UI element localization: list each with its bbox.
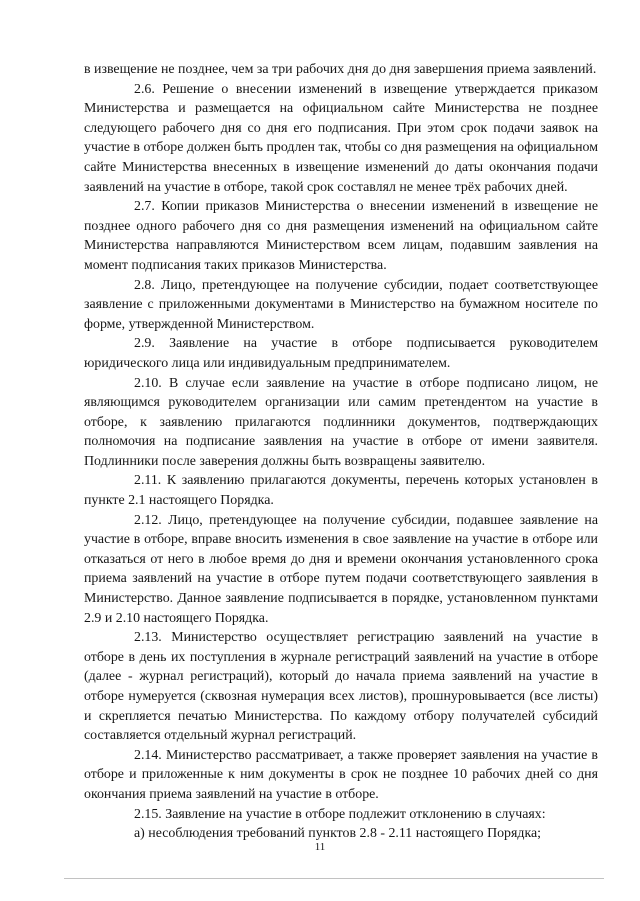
paragraph-2-9: 2.9. Заявление на участие в отборе подписывается руководителем юридического лица или индивидуальным предпринимателем. bbox=[84, 336, 598, 371]
paragraph-2-15: 2.15. Заявление на участие в отборе подлежит отклонению в случаях: bbox=[134, 806, 546, 822]
paragraph-2-14: 2.14. Министерство рассматривает, а также проверяет заявления на участие в отборе и приложенные к ним документы в срок не позднее 10 рабочих дней со дня окончания приема заявлений на участие в отборе. bbox=[84, 747, 598, 802]
paragraph-2-10: 2.10. В случае если заявление на участие в отборе подписано лицом, не являющимся руководителем организации или самим претендентом на участие в отборе, к заявлению прилагаются подлинники документов, подтверждающих полномочия на подписание заявления на участие в отборе от имени заявителя. Подлинники после заверения должны быть возвращены заявителю. bbox=[84, 375, 598, 469]
paragraph-2-12: 2.12. Лицо, претендующее на получение субсидии, подавшее заявление на участие в отборе, вправе вносить изменения в свое заявление на участие в отборе или отказаться от него в любое время до дня и времени окончания установленного срока приема заявлений на участие в отборе путем подачи соответствующего заявления в Министерство. Данное заявление подписывается в порядке, установленном пунктами 2.9 и 2.10 настоящего Порядка. bbox=[84, 512, 598, 626]
paragraph-2-6: 2.6. Решение о внесении изменений в извещение утверждается приказом Министерства и размещается на официальном сайте Министерства не позднее следующего рабочего дня со дня его подписания. При этом срок подачи заявок на участие в отборе должен быть продлен так, чтобы со дня размещения на официальном сайте Министерства внесенных в извещение изменений до даты окончания подачи заявлений на участие в отборе, такой срок составлял не менее трёх рабочих дней. bbox=[84, 81, 598, 195]
paragraph-2-7: 2.7. Копии приказов Министерства о внесении изменений в извещение не позднее одного рабочего дня со дня размещения изменений на официальном сайте Министерства направляются Министерством всем лицам, подавшим заявления на момент подписания таких приказов Министерства. bbox=[84, 199, 598, 273]
paragraph-2-13: 2.13. Министерство осуществляет регистрацию заявлений на участие в отборе в день их поступления в журнале регистраций заявлений на участие в отборе (далее - журнал регистраций), который до начала приема заявлений на участие в отборе нумеруется (сквозная нумерация всех листов), прошнуровывается (все листы) и скрепляется печатью Министерства. По каждому отбору получателей субсидий составляется отдельный журнал регистраций. bbox=[84, 630, 598, 744]
bottom-scan-edge bbox=[64, 878, 604, 879]
paragraph-continuation: в извещение не позднее, чем за три рабочих дня до дня завершения приема заявлений. bbox=[84, 62, 597, 77]
paragraph-2-11: 2.11. К заявлению прилагаются документы, перечень которых установлен в пункте 2.1 настоящего Порядка. bbox=[84, 473, 598, 509]
paragraph-2-15-a: а) несоблюдения требований пунктов 2.8 - 2.11 настоящего Порядка; bbox=[134, 826, 542, 842]
page-number: 11 bbox=[314, 841, 326, 853]
paragraph-2-8: 2.8. Лицо, претендующее на получение субсидии, подает соответствующее заявление с приложенными документами в Министерство на бумажном носителе по форме, утвержденной Министерством. bbox=[84, 277, 598, 332]
document-page bbox=[84, 60, 598, 844]
